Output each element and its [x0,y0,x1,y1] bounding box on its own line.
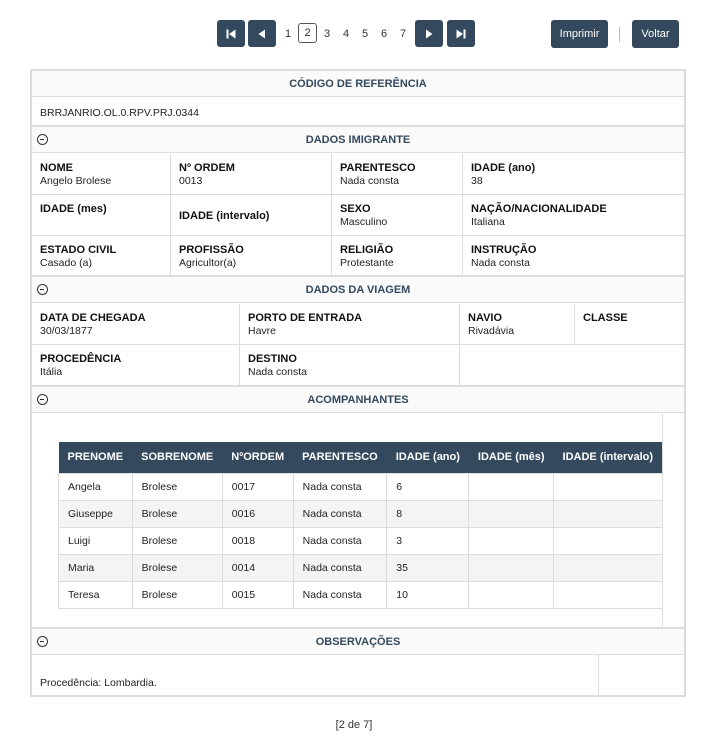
field-value: Nada consta [471,257,530,269]
field-data-chegada [32,304,240,345]
field-value: 38 [471,175,483,187]
field-value: Masculino [340,216,388,228]
trip-section-header [32,277,684,303]
table-cell: Brolese [132,527,222,554]
field-value: Nada consta [340,175,399,187]
field-profissao [171,236,332,275]
field-navio [460,304,575,345]
print-button[interactable]: Imprimir [551,20,608,48]
collapse-icon[interactable] [37,284,48,295]
toolbar-separator [619,27,620,42]
column-header-idade-intervalo[interactable]: IDADE (intervalo) [554,442,662,473]
last-page-button[interactable] [447,20,475,47]
field-value: Nada consta [248,366,307,378]
field-nome [32,154,171,195]
empty-cell [460,345,684,385]
table-cell: Nada consta [293,500,387,527]
table-row [59,527,663,554]
field-value: 0013 [179,175,203,187]
column-header-parentesco[interactable]: PARENTESCO [293,442,387,473]
observations-section-title: OBSERVAÇÕES [315,635,401,648]
table-cell: Brolese [132,473,222,500]
trip-section-title: DADOS DA VIAGEM [305,283,411,296]
first-page-icon [225,28,237,40]
table-row [59,500,663,527]
companions-table [58,442,663,609]
field-label: PROCEDÊNCIA [40,353,122,365]
field-label: PORTO DE ENTRADA [248,312,363,324]
table-cell: Teresa [59,581,133,608]
field-label: Nº ORDEM [179,162,235,174]
column-header-idade-mes[interactable]: IDADE (mês) [469,442,554,473]
field-estado-civil [32,236,171,275]
table-header-row [59,442,663,473]
page-indicator: [2 de 7] [335,719,373,731]
column-header-prenome[interactable]: PRENOME [59,442,133,473]
field-nacao [463,195,684,236]
field-label: IDADE (mes) [40,203,107,215]
table-cell: Brolese [132,500,222,527]
table-row [59,554,663,581]
field-label: NAÇÃO/NACIONALIDADE [471,203,607,215]
back-button[interactable]: Voltar [632,20,679,48]
reference-section-header [32,71,684,97]
observations-text: Procedência: Lombardia. [40,677,157,689]
next-icon [423,28,435,40]
field-procedencia [32,345,240,385]
table-cell: 0017 [222,473,293,500]
table-cell: Angela [59,473,133,500]
column-header-ordem[interactable]: NºORDEM [222,442,293,473]
table-cell [554,554,662,581]
field-value: Italiana [471,216,505,228]
field-label: IDADE (ano) [471,162,536,174]
field-label: DATA DE CHEGADA [40,312,146,324]
last-page-icon [455,28,467,40]
field-label: IDADE (intervalo) [179,210,270,222]
table-cell: 35 [387,554,469,581]
collapse-icon[interactable] [37,134,48,145]
current-page-indicator: 2 [298,23,317,43]
table-cell: 0016 [222,500,293,527]
companions-container [32,413,663,627]
field-label: NAVIO [468,312,503,324]
field-sexo [332,195,463,236]
table-cell: Brolese [132,581,222,608]
table-cell [469,527,554,554]
field-classe [575,304,684,345]
field-value: Itália [40,366,63,378]
column-divider [598,655,599,695]
table-cell: 0014 [222,554,293,581]
field-label: ESTADO CIVIL [40,244,117,256]
table-cell: Giuseppe [59,500,133,527]
table-cell [554,581,662,608]
page-link-4[interactable]: 4 [343,28,350,40]
field-label: DESTINO [248,353,297,365]
table-cell [554,473,662,500]
field-label: RELIGIÃO [340,244,394,256]
field-religiao [332,236,463,275]
field-value: Havre [248,325,277,337]
page-link-7[interactable]: 7 [400,28,407,40]
table-cell [469,500,554,527]
field-parentesco [332,154,463,195]
reference-code: BRRJANRIO.OL.0.RPV.PRJ.0344 [40,107,199,119]
immigrant-section-header [32,127,684,153]
field-label: SEXO [340,203,371,215]
table-cell [469,581,554,608]
page-link-1[interactable]: 1 [285,28,292,40]
field-value: Rivadávia [468,325,515,337]
field-label: PARENTESCO [340,162,416,174]
table-cell: Nada consta [293,527,387,554]
table-cell: Nada consta [293,473,387,500]
companions-section-title: ACOMPANHANTES [307,393,409,406]
table-cell: Luigi [59,527,133,554]
table-cell: Maria [59,554,133,581]
table-cell: Nada consta [293,554,387,581]
field-label: CLASSE [583,312,628,324]
field-destino [240,345,460,385]
table-cell: 10 [387,581,469,608]
previous-page-button[interactable] [248,20,276,47]
table-cell: 3 [387,527,469,554]
field-idade-mes [32,195,171,236]
table-cell: 8 [387,500,469,527]
column-header-idade-ano[interactable]: IDADE (ano) [387,442,469,473]
table-cell: 6 [387,473,469,500]
immigrant-section-title: DADOS IMIGRANTE [305,133,411,146]
table-cell: Nada consta [293,581,387,608]
table-cell: 0018 [222,527,293,554]
table-cell [554,500,662,527]
field-instrucao [463,236,684,275]
reference-section-title: CÓDIGO DE REFERÊNCIA [289,77,427,90]
previous-icon [256,28,268,40]
immigrant-grid [32,154,684,275]
page-link-5[interactable]: 5 [362,28,369,40]
field-value: Casado (a) [40,257,92,269]
collapse-icon[interactable] [37,636,48,647]
field-porto [240,304,460,345]
column-header-sobrenome[interactable]: SOBRENOME [132,442,222,473]
field-label: NOME [40,162,73,174]
page-link-3[interactable]: 3 [324,28,331,40]
record-panel [30,69,686,697]
trip-grid [32,304,684,385]
next-page-button[interactable] [415,20,443,47]
table-cell [554,527,662,554]
field-idade-intervalo [171,195,332,236]
field-value: Agricultor(a) [179,257,237,269]
table-row [59,581,663,608]
field-value: Angelo Brolese [40,175,112,187]
table-cell [469,554,554,581]
table-cell [469,473,554,500]
table-cell: Brolese [132,554,222,581]
field-ordem [171,154,332,195]
page-link-6[interactable]: 6 [381,28,388,40]
table-cell: 0015 [222,581,293,608]
field-idade-ano [463,154,684,195]
field-value: Protestante [340,257,394,269]
field-value: 30/03/1877 [40,325,93,337]
collapse-icon[interactable] [37,394,48,405]
table-row [59,473,663,500]
first-page-button[interactable] [217,20,245,47]
observations-body [32,655,684,695]
field-label: PROFISSÃO [179,244,244,256]
companions-section-header [32,387,684,413]
field-label: INSTRUÇÃO [471,244,537,256]
observations-section-header [32,629,684,655]
